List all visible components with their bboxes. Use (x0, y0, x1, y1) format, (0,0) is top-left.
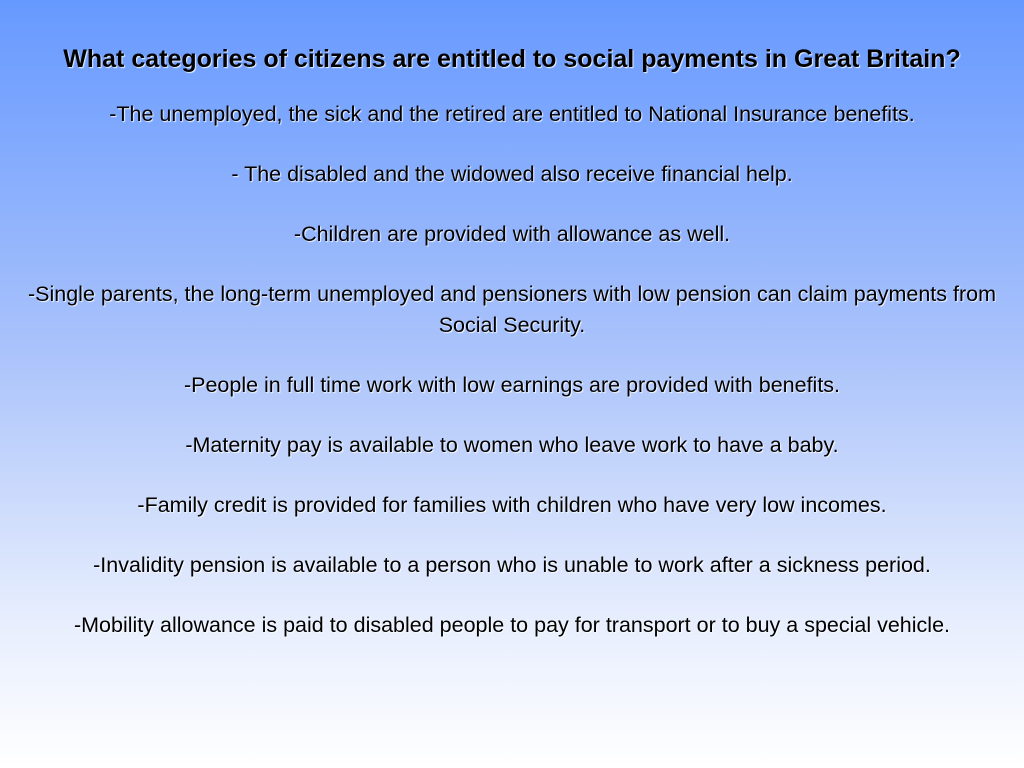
list-item: - The disabled and the widowed also receive financial help. (231, 162, 793, 186)
list-item: -Maternity pay is available to women who leave work to have a baby. (185, 433, 839, 457)
list-item: -Single parents, the long-term unemployed and pensioners with low pension can claim payments from Social Security. (27, 282, 996, 337)
list-item: -Children are provided with allowance as well. (293, 222, 731, 246)
list-item: -Mobility allowance is paid to disabled people to pay for transport or to buy a special vehicle. (73, 613, 950, 637)
slide-title: What categories of citizens are entitled to social payments in Great Britain? (63, 45, 961, 73)
list-item: -Family credit is provided for families with children who have very low incomes. (137, 493, 887, 517)
list-item: -People in full time work with low earnings are provided with benefits. (183, 373, 841, 397)
list-item: -The unemployed, the sick and the retired are entitled to National Insurance benefits. (109, 102, 915, 126)
list-item: -Invalidity pension is available to a person who is unable to work after a sickness period. (93, 553, 931, 577)
slide-body (12, 99, 1012, 641)
